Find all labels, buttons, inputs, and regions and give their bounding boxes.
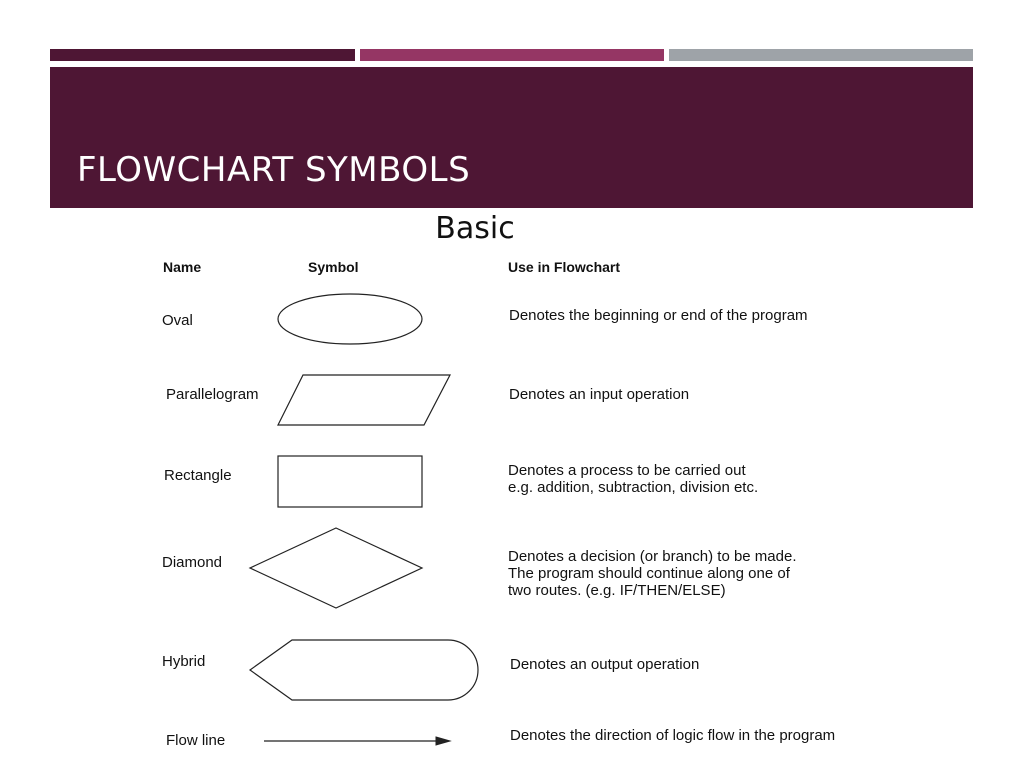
rectangle-icon <box>278 456 422 507</box>
row-desc-hybrid <box>510 656 699 673</box>
desc-line: The program should continue along one of <box>508 565 790 582</box>
row-name-diamond: Diamond <box>162 554 223 571</box>
desc-line: Denotes the direction of logic flow in the program <box>510 727 836 744</box>
desc-line: Denotes a decision (or branch) to be made. <box>508 548 797 565</box>
desc-line: e.g. addition, subtraction, division etc. <box>508 479 759 496</box>
row-desc-diamond <box>508 548 797 599</box>
row-name-oval: Oval <box>162 312 193 329</box>
hybrid-icon <box>250 640 478 700</box>
row-name-parallelogram: Parallelogram <box>166 386 259 403</box>
desc-line: Denotes an output operation <box>510 656 700 673</box>
row-desc-oval <box>509 307 808 324</box>
desc-line: Denotes an input operation <box>509 386 690 403</box>
parallelogram-icon <box>278 375 450 425</box>
row-desc-rectangle <box>508 462 758 496</box>
row-name-flow-line: Flow line <box>166 732 226 749</box>
row-name-rectangle: Rectangle <box>164 467 232 484</box>
desc-line: Denotes the beginning or end of the program <box>509 307 808 324</box>
oval-icon <box>278 294 422 344</box>
column-header-use: Use in Flowchart <box>508 259 621 275</box>
arrow-head <box>436 737 450 745</box>
desc-line: two routes. (e.g. IF/THEN/ELSE) <box>508 582 726 599</box>
row-name-hybrid: Hybrid <box>162 653 206 670</box>
arrow-icon <box>264 737 450 745</box>
row-desc-parallelogram <box>509 386 689 403</box>
slide-subtitle: Basic <box>435 211 515 246</box>
slide-title: FLOWCHART SYMBOLS <box>77 150 471 190</box>
column-header-name: Name <box>163 259 202 275</box>
column-header-symbol: Symbol <box>308 259 359 275</box>
diamond-icon <box>250 528 422 608</box>
desc-line: Denotes a process to be carried out <box>508 462 746 479</box>
row-desc-flow-line <box>510 727 835 744</box>
